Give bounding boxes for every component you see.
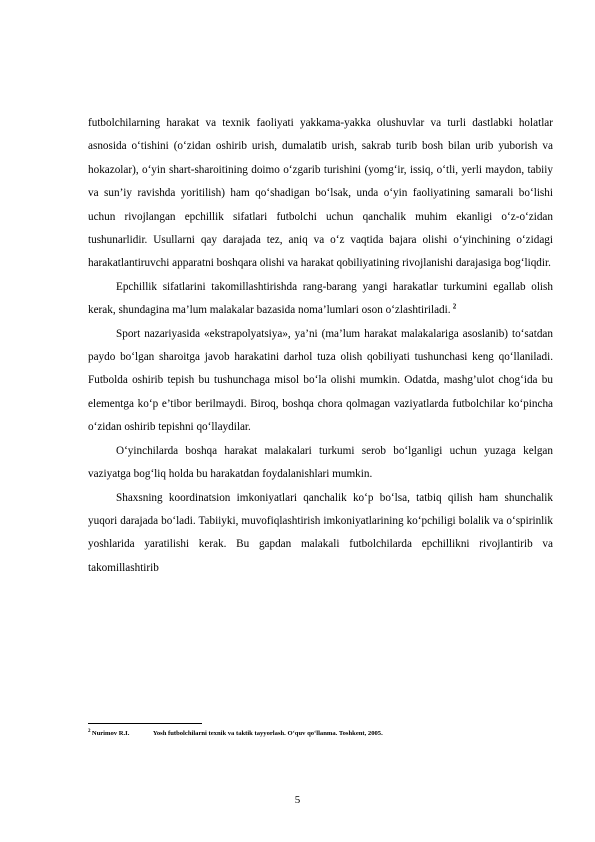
paragraph-4 <box>88 440 553 487</box>
footnote-number: 2 <box>88 728 91 734</box>
footnote <box>88 729 553 738</box>
paragraph-3 <box>88 323 553 440</box>
body-text <box>88 112 553 580</box>
paragraph-5 <box>88 487 553 581</box>
footnote-author: Nurimov R.I. <box>91 730 130 737</box>
footnote-reference[interactable]: 2 <box>452 302 457 311</box>
paragraph-1-text: futbolchilarning harakat va texnik faoliyati yakkama-yakka olushuvlar va turli dastlabki holatlar asnosida o‘tishini (o‘zidan oshirib urish, dumalatib urish, sakrab turib bosh bilan urib yuborish va hokazolar), o‘yin shart-sharoitining doimo o‘zgarib turishini (yomg‘ir, issiq, o‘tli, yerli maydon, tabiiy va sun’iy ravishda yoritilish) ham qo‘shadigan bo‘lsak, unda o‘yin faoliyatining samarali bo‘lishi uchun rivojlangan epchillik sifatlari futbolchi uchun qanchalik muhim ekanligi o‘z-o‘zidan tushunarlidir. Usullarni qay darajada tez, aniq va o‘z vaqtida bajara olishi o‘yinchining o‘zidagi harakatlantiruvchi apparatni boshqara olishi va harakat qobiliyatining rivojlanishi darajasiga bog‘liqdir. <box>88 117 553 270</box>
footnote-title: Yosh futbolchilarni texnik va taktik tayyorlash. O‘quv qo‘llanma. Toshkent, 2005. <box>152 730 383 737</box>
paragraph-3-text: Sport nazariyasida «ekstrapolyatsiya», ya’ni (ma’lum harakat malakalariga asoslanib) to‘satdan paydo bo‘lgan sharoitga javob harakatini darhol tuza olish qobiliyati tushunchasi keng qo‘llaniladi. Futbolda oshirib tepish bu tushunchaga misol bo‘la olishi mumkin. Odatda, mashg’ulot chog‘ida bu elementga ko‘p e’tibor berilmaydi. Biroq, boshqa chora qolmagan vaziyatlarda futbolchilar ko‘pincha o‘zidan oshirib tepishni qo‘llaydilar. <box>88 327 553 434</box>
paragraph-5-text: Shaxsning koordinatsion imkoniyatlari qanchalik ko‘p bo‘lsa, tatbiq qilish ham shunchalik yuqori darajada bo‘ladi. Tabiiyki, muvofiqlashtirish imkoniyatlarining ko‘pchiligi bolalik va o‘spirinlik yoshlarida yaratilishi kerak. Bu gapdan malakali futbolchilarda epchillikni rivojlantirib va takomillashtirib <box>88 491 553 574</box>
footnote-separator <box>88 723 202 724</box>
paragraph-4-text: O‘yinchilarda boshqa harakat malakalari turkumi serob bo‘lganligi uchun yuzaga kelgan vaziyatga bog‘liq holda bu harakatdan foydalanishlari mumkin. <box>88 444 553 481</box>
page-number: 5 <box>294 794 301 806</box>
paragraph-2 <box>88 276 553 323</box>
paragraph-1 <box>88 112 553 276</box>
paragraph-2-text: Epchillik sifatlarini takomillashtirishda rang-barang yangi harakatlar turkumini egallab olish kerak, shundagina ma’lum malakalar bazasida noma’lumlari oson o‘zlashtiriladi. <box>88 280 553 317</box>
